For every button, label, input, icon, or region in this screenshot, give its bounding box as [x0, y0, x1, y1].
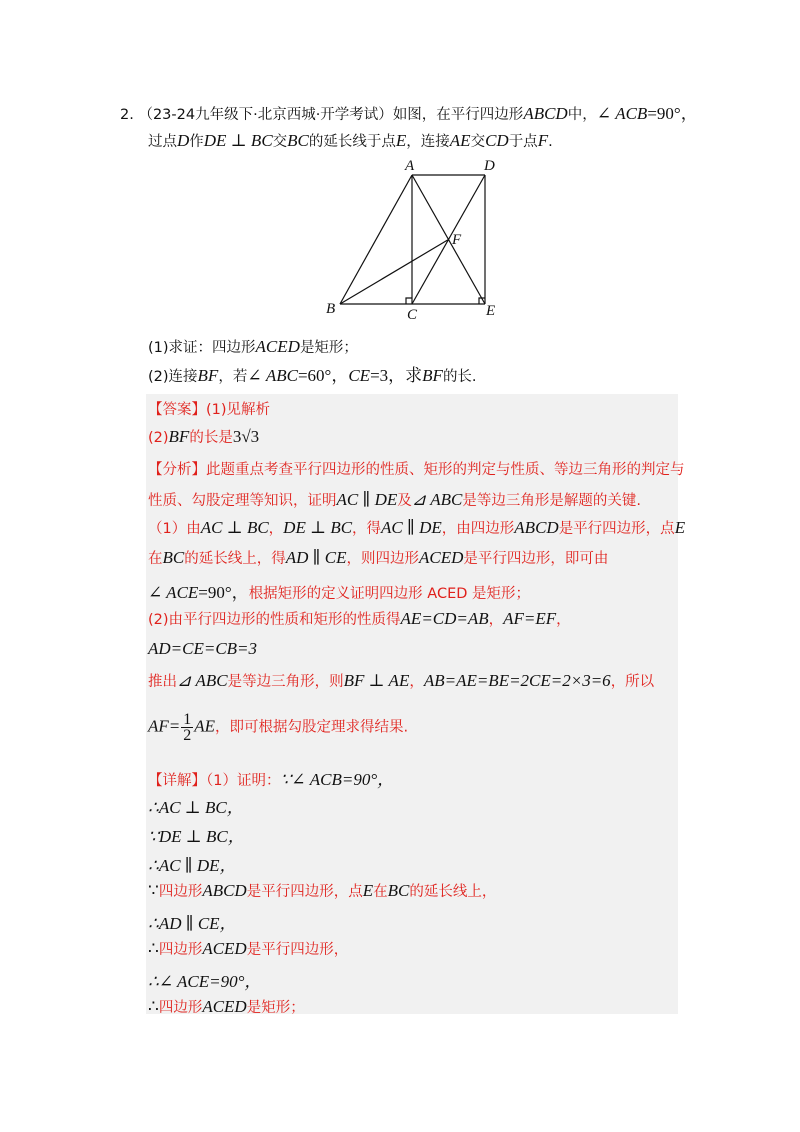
part-text: =3，求 [370, 366, 423, 385]
math-angle-ace: ∠ ACE [148, 583, 199, 602]
analysis-line-2 [148, 489, 641, 510]
detail-text: 的延长线上， [409, 884, 497, 900]
segment-bf [340, 240, 449, 305]
analysis-text: 是等边三角形，则 [227, 674, 344, 690]
math-bf: BF [422, 366, 443, 385]
analysis-text: （1）由 [148, 521, 201, 537]
analysis-text: ，所以 [610, 674, 655, 690]
fraction-numerator: 1 [183, 711, 192, 728]
math-d: D [177, 131, 190, 150]
math-ad-ce-cb: AD=CE=CB=3 [148, 639, 258, 658]
part-text: ，若 [218, 369, 248, 385]
part-text: 的长. [442, 369, 477, 385]
question-text: 中， [567, 107, 597, 123]
math-de-perp-bc: DE ⊥ BC [203, 131, 273, 150]
question-text: ，连接 [406, 134, 450, 150]
segment-ab [340, 175, 412, 304]
math-af-ef: AF=EF [503, 609, 557, 628]
math-angle-acb: ∵∠ ACB=90°， [280, 770, 395, 789]
math-eq: =60°， [297, 366, 349, 385]
math-ce: CE [348, 366, 371, 385]
question-line-2 [148, 131, 553, 152]
analysis-text: 是平行四边形，点 [558, 521, 675, 537]
math-ae: AE [194, 716, 216, 736]
detail-line-5 [148, 880, 496, 901]
math-abcd: ABCD [523, 104, 568, 123]
analysis-line-1 [148, 458, 685, 479]
geometry-figure [310, 155, 520, 325]
label-d: D [484, 158, 495, 174]
part-text: (1)求证：四边形 [148, 340, 256, 356]
analysis-text: ， [409, 674, 424, 690]
math-f: F [537, 131, 549, 150]
math-ac-parallel-de: AC ∥ DE [381, 518, 442, 537]
math-abcd: ABCD [514, 518, 559, 537]
detail-tag: 【详解】 [148, 773, 206, 789]
part-text: (2)连接 [148, 369, 198, 385]
analysis-text: 根据矩形的定义证明四边形 ACED 是矩形； [248, 586, 531, 602]
analysis-text: ， [556, 612, 571, 628]
label-c: C [407, 307, 418, 323]
analysis-text: 推出 [148, 674, 177, 690]
math-triangle-abc: ⊿ ABC [177, 671, 228, 690]
math-e: E [395, 131, 407, 150]
analysis-line-7 [148, 639, 257, 659]
math-ad-parallel-ce: AD ∥ CE [285, 548, 347, 567]
analysis-line-8 [148, 670, 654, 691]
answer-line-1 [148, 398, 270, 419]
math-therefore: ∴ [148, 997, 159, 1016]
detail-line-7 [148, 938, 348, 959]
math-de-perp-bc: DE ⊥ BC [283, 518, 353, 537]
math-ae-cd-ab: AE=CD=AB [400, 609, 489, 628]
fraction-denominator: 2 [183, 727, 192, 744]
part-text: 是矩形； [299, 340, 358, 356]
math-aced: ACED [418, 548, 464, 567]
analysis-text: 此题重点考查平行四边形的性质、矩形的判定与性质、等边三角形的判定与 [206, 462, 685, 478]
label-b: B [326, 301, 336, 317]
detail-line-4 [148, 851, 237, 876]
answer-line-2 [148, 426, 259, 447]
analysis-line-3 [148, 517, 685, 538]
part-1 [148, 337, 358, 358]
question-number: 2. [120, 107, 134, 123]
question-text: . [548, 134, 553, 150]
detail-text: 是平行四边形，点 [246, 884, 363, 900]
question-line-1 [120, 104, 698, 125]
answer-text: 的长是 [189, 430, 233, 446]
math-value: 3 [232, 427, 242, 446]
detail-text: （1）证明： [206, 773, 281, 789]
analysis-text: 是等边三角形是解题的关键. [462, 493, 641, 509]
question-text: 的延长线于点 [308, 134, 396, 150]
math-aced: ACED [202, 997, 247, 1016]
detail-text: 四边形 [158, 884, 203, 900]
math-triangle-abc: ⊿ ABC [411, 490, 463, 509]
math-angle-ace: ∴∠ ACE=90°， [148, 972, 262, 991]
math-ae: AE [449, 131, 471, 150]
analysis-line-9 [148, 712, 408, 743]
answer-text: (1)见解析 [206, 402, 271, 418]
math-bc: BC [162, 548, 185, 567]
analysis-text: ，得 [352, 521, 382, 537]
math-bf: BF [197, 366, 219, 385]
analysis-text: ， [488, 612, 504, 628]
detail-line-9 [148, 996, 305, 1017]
math-ac-perp-bc: AC ⊥ BC [200, 518, 269, 537]
analysis-text: 在 [148, 551, 163, 567]
answer-tag: 【答案】 [148, 402, 206, 418]
question-text: 交 [470, 134, 486, 150]
fraction-one-half [181, 712, 193, 743]
question-text: 如图，在平行四边形 [392, 107, 524, 123]
right-angle-mark-c [406, 298, 412, 304]
math-bf: BF [168, 427, 190, 446]
analysis-line-5 [148, 578, 530, 603]
analysis-text: ，由四边形 [441, 521, 515, 537]
analysis-text: (2)由平行四边形的性质和矩形的性质得 [148, 612, 401, 628]
detail-line-1 [148, 765, 394, 790]
detail-line-2 [148, 793, 244, 818]
math-aced: ACED [202, 939, 247, 958]
question-text: 于点 [508, 134, 538, 150]
math-bc: BC [287, 131, 309, 150]
math-angle-acb: ∠ ACB [596, 104, 648, 123]
math-because: ∵ [148, 881, 159, 900]
math-root: √3 [241, 427, 260, 446]
math-cd: CD [485, 131, 509, 150]
math-ac-parallel-de: AC ∥ DE [336, 490, 398, 509]
math-ac-parallel-de: ∴AC ∥ DE， [148, 856, 237, 875]
analysis-text: 性质、勾股定理等知识，证明 [148, 493, 337, 509]
analysis-line-4 [148, 547, 608, 568]
math-ad-parallel-ce: ∴AD ∥ CE， [148, 914, 237, 933]
analysis-text: ， [268, 521, 284, 537]
detail-text: 四边形 [158, 1000, 203, 1016]
math-abcd: ABCD [202, 881, 247, 900]
analysis-line-6 [148, 608, 571, 629]
math-e: E [362, 881, 374, 900]
math-eq: =90°， [647, 104, 698, 123]
label-f: F [452, 232, 462, 248]
question-text: 交 [272, 134, 288, 150]
question-source: （23-24九年级下·北京西城·开学考试） [138, 107, 393, 123]
math-therefore: ∴ [148, 939, 159, 958]
question-text: 过点 [148, 134, 177, 150]
analysis-text: ，即可根据勾股定理求得结果. [215, 719, 409, 736]
detail-line-3 [148, 822, 245, 847]
question-text: 作 [189, 134, 204, 150]
detail-text: 是矩形； [246, 1000, 305, 1016]
math-bf-perp-ae: BF ⊥ AE [343, 671, 410, 690]
detail-text: 在 [373, 884, 388, 900]
math-bc: BC [387, 881, 410, 900]
math-ab-ae-be: AB=AE=BE=2CE=2×3=6 [423, 671, 611, 690]
part-2 [148, 366, 477, 387]
math-ac-perp-bc: ∴AC ⊥ BC， [148, 798, 244, 817]
math-af: AF= [148, 716, 181, 736]
detail-line-6 [148, 909, 237, 934]
math-eq: =90°， [198, 583, 249, 602]
label-e: E [486, 303, 496, 319]
analysis-text: 是平行四边形，即可由 [463, 551, 609, 567]
math-angle-abc: ∠ ABC [247, 366, 298, 385]
analysis-text: ，则四边形 [346, 551, 419, 567]
analysis-text: 及 [397, 493, 412, 509]
math-de-perp-bc: ∵DE ⊥ BC， [148, 827, 245, 846]
detail-text: 是平行四边形， [246, 942, 349, 958]
label-a: A [405, 158, 415, 174]
analysis-text: 的延长线上，得 [184, 551, 286, 567]
analysis-tag: 【分析】 [148, 462, 206, 478]
math-aced: ACED [255, 337, 300, 356]
math-e: E [674, 518, 686, 537]
answer-text: (2) [148, 430, 169, 446]
detail-text: 四边形 [158, 942, 203, 958]
detail-line-8 [148, 967, 261, 992]
